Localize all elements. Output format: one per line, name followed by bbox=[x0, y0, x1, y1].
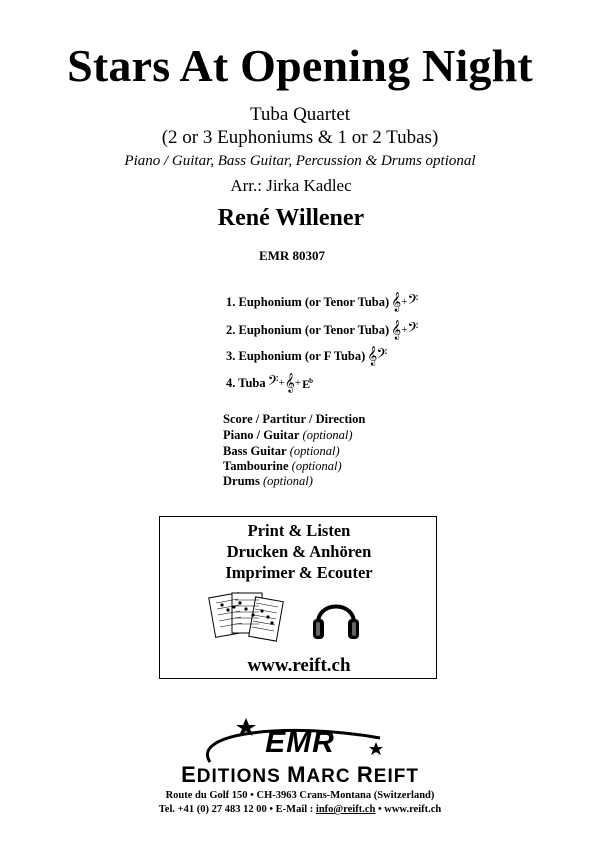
treble-clef-icon: 𝄞 bbox=[391, 292, 401, 311]
material-note: (optional) bbox=[302, 428, 353, 442]
arranger: Arr.: Jirka Kadlec bbox=[230, 176, 352, 195]
promo-line-fr: Imprimer & Ecouter bbox=[225, 563, 373, 582]
publisher-name: EDITIONS MARC REIFT bbox=[181, 762, 419, 787]
material-name: Tambourine bbox=[223, 459, 289, 473]
publisher-address: Route du Golf 150 • CH-3963 Crans-Montana (Switzerland) bbox=[165, 790, 435, 801]
part-label: 3. Euphonium (or F Tuba) bbox=[226, 349, 366, 363]
part-1 bbox=[226, 294, 417, 310]
instrumentation: (2 or 3 Euphoniums & 1 or 2 Tubas) bbox=[161, 127, 439, 148]
sheet-music-icon bbox=[208, 589, 286, 645]
part-2 bbox=[226, 322, 417, 338]
material-note: (optional) bbox=[291, 459, 342, 473]
material-name: Piano / Guitar bbox=[223, 428, 300, 442]
treble-clef-icon: 𝄞 bbox=[367, 346, 377, 365]
svg-text:EMR: EMR bbox=[265, 726, 335, 759]
website-link[interactable]: www.reift.ch bbox=[247, 655, 351, 676]
catalog-number: EMR 80307 bbox=[258, 248, 326, 263]
material-item bbox=[223, 473, 313, 489]
material-note: (optional) bbox=[289, 444, 340, 458]
treble-clef-icon: 𝄞 bbox=[391, 320, 401, 339]
email-link[interactable]: info@reift.ch bbox=[315, 804, 376, 815]
bass-clef-icon: 𝄢 bbox=[376, 346, 387, 365]
clef-icons: 𝄢 + 𝄞 + $E^b$ bbox=[267, 372, 312, 392]
eb-label: $E^b$ bbox=[302, 377, 312, 391]
page-title: Stars At Opening Night bbox=[67, 40, 533, 91]
publisher-contact: Tel. +41 (0) 27 483 12 00 • E-Mail : info@reift.ch • www.reift.ch bbox=[158, 804, 442, 815]
material-item bbox=[223, 443, 340, 459]
composer: René Willener bbox=[217, 205, 365, 231]
clef-icons: 𝄞 + 𝄢 bbox=[391, 320, 418, 339]
part-label: 1. Euphonium (or Tenor Tuba) bbox=[226, 295, 390, 309]
headphones-icon bbox=[310, 589, 362, 645]
bass-clef-icon: 𝄢 bbox=[407, 292, 418, 311]
promo-line-en: Print & Listen bbox=[247, 521, 351, 540]
clef-icons: 𝄞 + 𝄢 bbox=[391, 292, 418, 311]
part-label: 4. Tuba bbox=[226, 375, 266, 390]
subtitle: Tuba Quartet bbox=[249, 104, 351, 125]
promo-line-de: Drucken & Anhören bbox=[226, 542, 372, 561]
material-item bbox=[223, 458, 342, 474]
part-label: 2. Euphonium (or Tenor Tuba) bbox=[226, 323, 390, 337]
material-name: Drums bbox=[223, 474, 260, 488]
optional-note: Piano / Guitar, Bass Guitar, Percussion & Drums optional bbox=[124, 153, 476, 169]
bass-clef-icon: 𝄢 bbox=[407, 320, 418, 339]
material-note: (optional) bbox=[262, 474, 313, 488]
material-item bbox=[223, 427, 353, 443]
material-item bbox=[223, 411, 365, 427]
part-3 bbox=[226, 348, 386, 364]
material-name: Bass Guitar bbox=[223, 444, 287, 458]
part-4 bbox=[226, 373, 312, 392]
material-name: Score / Partitur / Direction bbox=[223, 412, 366, 426]
clef-icons bbox=[367, 348, 386, 364]
treble-clef-icon: 𝄞 bbox=[284, 372, 294, 392]
print-listen-box[interactable] bbox=[159, 516, 437, 679]
bass-clef-icon: 𝄢 bbox=[267, 372, 278, 392]
